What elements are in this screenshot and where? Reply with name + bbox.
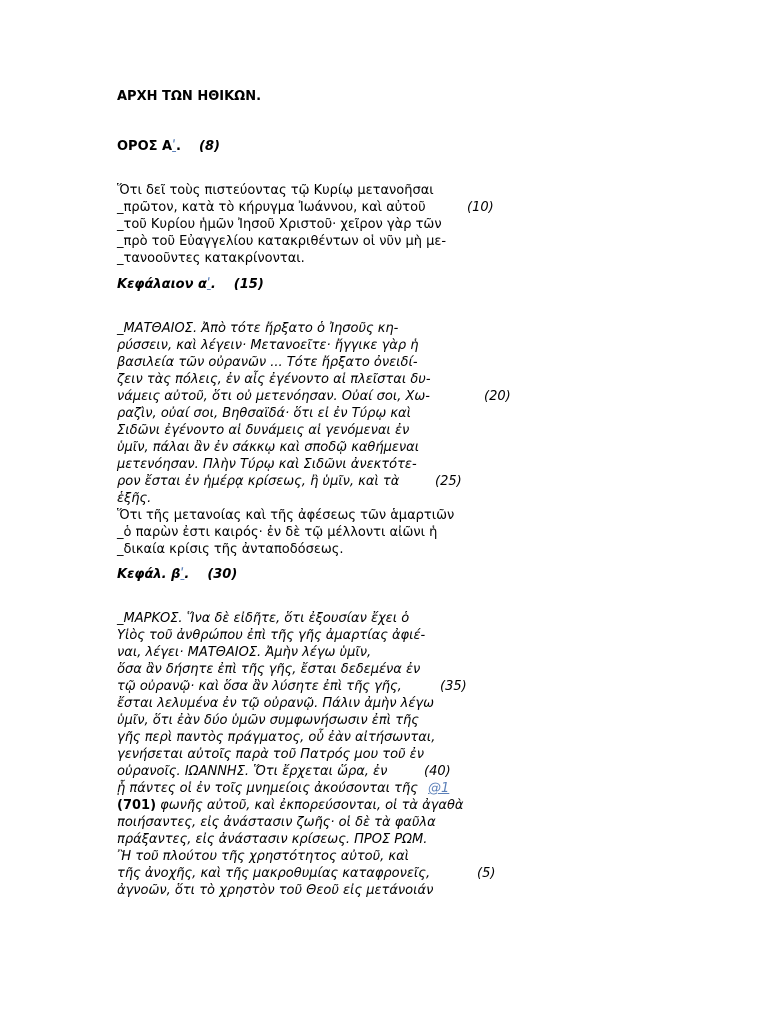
text-line: _ΜΑΡΚΟΣ. Ἵνα δὲ εἰδῆτε, ὅτι ἐξουσίαν ἔχει ὁ [117, 611, 410, 626]
horos-heading [117, 138, 220, 155]
line-number: (40) [424, 764, 451, 779]
chapter-label: Κεφάλαιον α [117, 277, 207, 292]
text-line: ζειν τὰς πόλεις, ἐν αἷς ἐγένοντο αἱ πλεῖσται δυ- [117, 372, 431, 387]
page-reference: (701) [117, 798, 157, 813]
text-line: νάμεις αὐτοῦ, ὅτι οὐ μετενόησαν. Οὐαί σοι, Χω- [117, 389, 431, 404]
footnote-link[interactable]: @1 [428, 781, 450, 796]
chapter-dot: . [210, 277, 216, 292]
horos-mark: ʹ [172, 139, 177, 154]
horos-dot: . [176, 139, 181, 154]
horos-line-number: (8) [199, 139, 220, 154]
text-line: _δικαία κρίσις τῆς ἀνταποδόσεως. [117, 542, 344, 557]
text-line: Ὅτι δεῖ τοὺς πιστεύοντας τῷ Κυρίῳ μετανοῆσαι [117, 183, 434, 198]
line-number: (20) [484, 389, 511, 404]
text-line-content: ᾗ πάντες οἱ ἐν τοῖς μνημείοις ἀκούσονται τῆς [117, 781, 418, 796]
text-line: ἀγνοῶν, ὅτι τὸ χρηστὸν τοῦ Θεοῦ εἰς μετάνοιάν [117, 883, 434, 898]
text-line: _τανοοῦντες κατακρίνονται. [117, 251, 305, 266]
chapter-line-number: (30) [207, 567, 238, 582]
text-line: πράξαντες, εἰς ἀνάστασιν κρίσεως. ΠΡΟΣ ΡΩΜ. [117, 832, 428, 847]
document-title: ΑΡΧΗ ΤΩΝ ΗΘΙΚΩΝ. [117, 89, 262, 104]
text-line: γῆς περὶ παντὸς πράγματος, οὗ ἐὰν αἰτήσωνται, [117, 730, 436, 745]
text-line: τῷ οὐρανῷ· καὶ ὅσα ἂν λύσητε ἐπὶ τῆς γῆς, [117, 679, 402, 694]
text-line: ραζὶν, οὐαί σοι, Βηθσαϊδά· ὅτι εἰ ἐν Τύρῳ καὶ [117, 406, 412, 421]
chapter-dot: . [184, 567, 190, 582]
text-line: ρον ἔσται ἐν ἡμέρᾳ κρίσεως, ἢ ὑμῖν, καὶ τὰ [117, 474, 400, 489]
text-line: οὐρανοῖς. ΙΩΑΝΝΗΣ. Ὅτι ἔρχεται ὥρα, ἐν [117, 764, 388, 779]
text-line: ἔσται λελυμένα ἐν τῷ οὐρανῷ. Πάλιν ἀμὴν λέγω [117, 696, 434, 711]
text-line: ποιήσαντες, εἰς ἀνάστασιν ζωῆς· οἱ δὲ τὰ φαῦλα [117, 815, 436, 830]
text-line: _πρῶτον, κατὰ τὸ κήρυγμα Ἰωάννου, καὶ αὐτοῦ [117, 200, 426, 215]
text-line: Υἱὸς τοῦ ἀνθρώπου ἐπὶ τῆς γῆς ἀμαρτίας ἀφιέ- [117, 628, 426, 643]
text-line: βασιλεία τῶν οὐρανῶν ... Τότε ἤρξατο ὀνειδί- [117, 355, 418, 370]
horos-label: ΟΡΟΣ Α [117, 139, 173, 154]
chapter-heading-2 [117, 566, 237, 583]
chapter-heading-1 [117, 276, 264, 293]
text-line: ναι, λέγει· ΜΑΤΘΑΙΟΣ. Ἀμὴν λέγω ὑμῖν, [117, 645, 372, 660]
text-line: ρύσσειν, καὶ λέγειν· Μετανοεῖτε· ἤγγικε γὰρ ἡ [117, 338, 419, 353]
text-line: ὑμῖν, πάλαι ἂν ἐν σάκκῳ καὶ σποδῷ καθήμεναι [117, 440, 420, 455]
text-line: ἑξῆς. [117, 491, 152, 506]
text-line: Σιδῶνι ἐγένοντο αἱ δυνάμεις αἱ γενόμεναι ἐν [117, 423, 410, 438]
line-number: (10) [467, 200, 494, 215]
text-line: _ΜΑΤΘΑΙΟΣ. Ἀπὸ τότε ἤρξατο ὁ Ἰησοῦς κη- [117, 321, 399, 336]
text-line [117, 780, 449, 797]
chapter-mark: ʹ [180, 567, 185, 582]
line-number: (35) [440, 679, 467, 694]
chapter-mark: ʹ [206, 277, 211, 292]
text-line: ὅσα ἂν δήσητε ἐπὶ τῆς γῆς, ἔσται δεδεμένα ἐν [117, 662, 421, 677]
text-line: γενήσεται αὐτοῖς παρὰ τοῦ Πατρός μου τοῦ ἐν [117, 747, 424, 762]
text-line: Ἢ τοῦ πλούτου τῆς χρηστότητος αὐτοῦ, καὶ [117, 849, 410, 864]
text-line: _πρὸ τοῦ Εὐαγγελίου κατακριθέντων οἱ νῦν μὴ με- [117, 234, 447, 249]
text-line: _τοῦ Κυρίου ἡμῶν Ἰησοῦ Χριστοῦ· χεῖρον γὰρ τῶν [117, 217, 442, 232]
text-line: _ὁ παρὼν ἐστι καιρός· ἐν δὲ τῷ μέλλοντι αἰῶνι ἡ [117, 525, 438, 540]
line-number: (25) [435, 474, 462, 489]
text-line: Ὅτι τῆς μετανοίας καὶ τῆς ἀφέσεως τῶν ἁμαρτιῶν [117, 508, 455, 523]
text-line-content: φωνῆς αὐτοῦ, καὶ ἐκπορεύσονται, οἱ τὰ ἀγαθὰ [160, 798, 464, 813]
text-line: ὑμῖν, ὅτι ἐὰν δύο ὑμῶν συμφωνήσωσιν ἐπὶ τῆς [117, 713, 419, 728]
text-line [117, 797, 463, 814]
chapter-label: Κεφάλ. β [117, 567, 181, 582]
text-line: τῆς ἀνοχῆς, καὶ τῆς μακροθυμίας καταφρονεῖς, [117, 866, 431, 881]
line-number: (5) [477, 866, 496, 881]
text-line: μετενόησαν. Πλὴν Τύρῳ καὶ Σιδῶνι ἀνεκτότε- [117, 457, 417, 472]
chapter-line-number: (15) [233, 277, 264, 292]
